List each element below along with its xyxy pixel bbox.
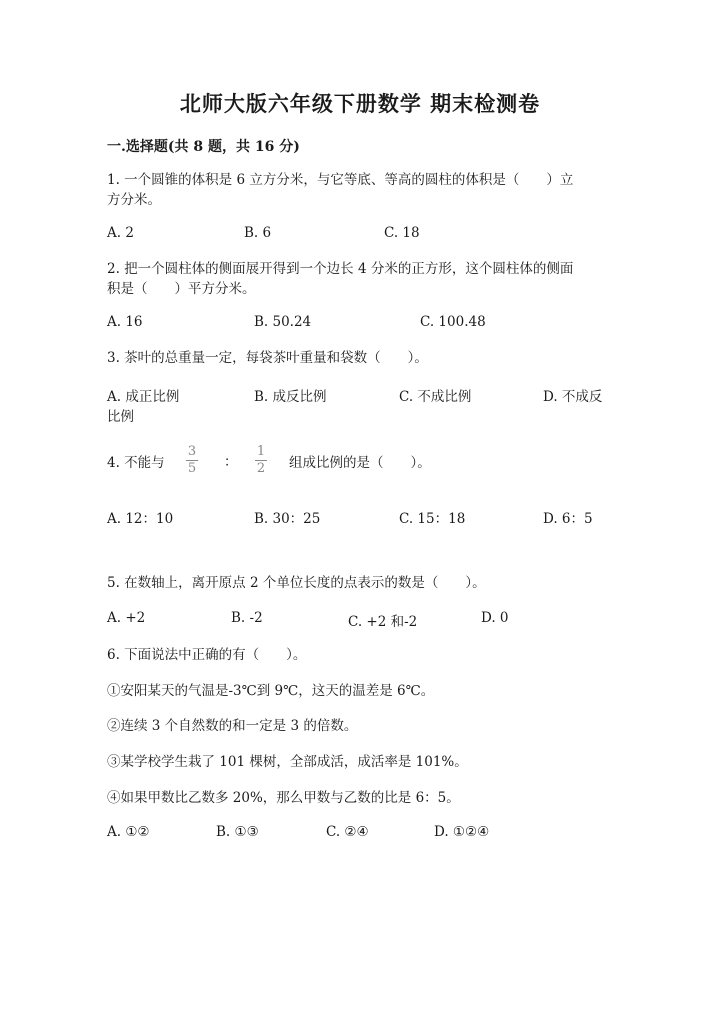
question-2-option-b: B. 50.24 bbox=[254, 314, 312, 330]
question-2-option-a: A. 16 bbox=[107, 314, 143, 330]
question-6-stem: 6. 下面说法中正确的有（ ）。 bbox=[107, 647, 307, 663]
question-6-option-b: B. ①③ bbox=[216, 824, 259, 840]
question-1-option-c: C. 18 bbox=[384, 225, 420, 241]
question-4-suffix: 组成比例的是（ ）。 bbox=[289, 455, 431, 471]
question-2-stem-line1: 2. 把一个圆柱体的侧面展开得到一个边长 4 分米的正方形，这个圆柱体的侧面 bbox=[107, 261, 574, 277]
question-2-stem-line2: 积是（ ）平方分米。 bbox=[107, 281, 256, 297]
question-6-statement-3: ③某学校学生栽了 101 棵树，全部成活，成活率是 101%。 bbox=[107, 754, 468, 770]
question-6-option-d: D. ①②④ bbox=[434, 824, 490, 840]
question-6-statement-1: ①安阳某天的气温是-3℃到 9℃，这天的温差是 6℃。 bbox=[107, 683, 435, 699]
fraction-denominator: 5 bbox=[187, 461, 197, 476]
question-6-option-c: C. ②④ bbox=[326, 824, 369, 840]
question-6-statement-2: ②连续 3 个自然数的和一定是 3 的倍数。 bbox=[107, 718, 358, 734]
question-3-option-b: B. 成反比例 bbox=[254, 389, 327, 405]
question-4-option-c: C. 15：18 bbox=[399, 511, 466, 527]
fraction-numerator: 1 bbox=[256, 444, 266, 459]
fraction-one-half bbox=[255, 445, 267, 476]
section-heading: 一.选择题(共 8 题，共 16 分) bbox=[107, 139, 300, 155]
question-3-option-c: C. 不成比例 bbox=[399, 389, 472, 405]
question-5-stem: 5. 在数轴上，离开原点 2 个单位长度的点表示的数是（ ）。 bbox=[107, 575, 486, 591]
question-3-option-d: D. 不成反 bbox=[543, 389, 603, 405]
question-4-prefix: 4. 不能与 bbox=[107, 455, 165, 471]
page-title: 北师大版六年级下册数学 期末检测卷 bbox=[179, 91, 541, 116]
question-4-option-a: A. 12：10 bbox=[107, 511, 174, 527]
ratio-colon: ： bbox=[224, 454, 238, 470]
question-3-option-a: A. 成正比例 bbox=[107, 389, 180, 405]
question-3-stem: 3. 茶叶的总重量一定，每袋茶叶重量和袋数（ ）。 bbox=[107, 350, 428, 366]
question-1-stem-line2: 方分米。 bbox=[107, 192, 161, 208]
question-1-option-b: B. 6 bbox=[244, 225, 272, 241]
question-4-option-b: B. 30：25 bbox=[254, 511, 321, 527]
question-5-option-b: B. -2 bbox=[231, 610, 263, 626]
question-1-option-a: A. 2 bbox=[107, 225, 134, 241]
question-5-option-c: C. +2 和-2 bbox=[348, 614, 418, 630]
question-1-stem-line1: 1. 一个圆锥的体积是 6 立方分米，与它等底、等高的圆柱的体积是（ ）立 bbox=[107, 172, 574, 188]
fraction-denominator: 2 bbox=[256, 461, 266, 476]
question-6-option-a: A. ①② bbox=[107, 824, 150, 840]
question-6-statement-4: ④如果甲数比乙数多 20%，那么甲数与乙数的比是 6：5。 bbox=[107, 790, 460, 806]
question-2-option-c: C. 100.48 bbox=[420, 314, 486, 330]
fraction-three-fifths bbox=[186, 445, 198, 476]
question-5-option-d: D. 0 bbox=[481, 610, 509, 626]
question-5-option-a: A. +2 bbox=[107, 610, 146, 626]
fraction-numerator: 3 bbox=[187, 444, 197, 459]
question-3-option-d-wrap: 比例 bbox=[107, 409, 134, 425]
question-4-option-d: D. 6：5 bbox=[543, 511, 593, 527]
